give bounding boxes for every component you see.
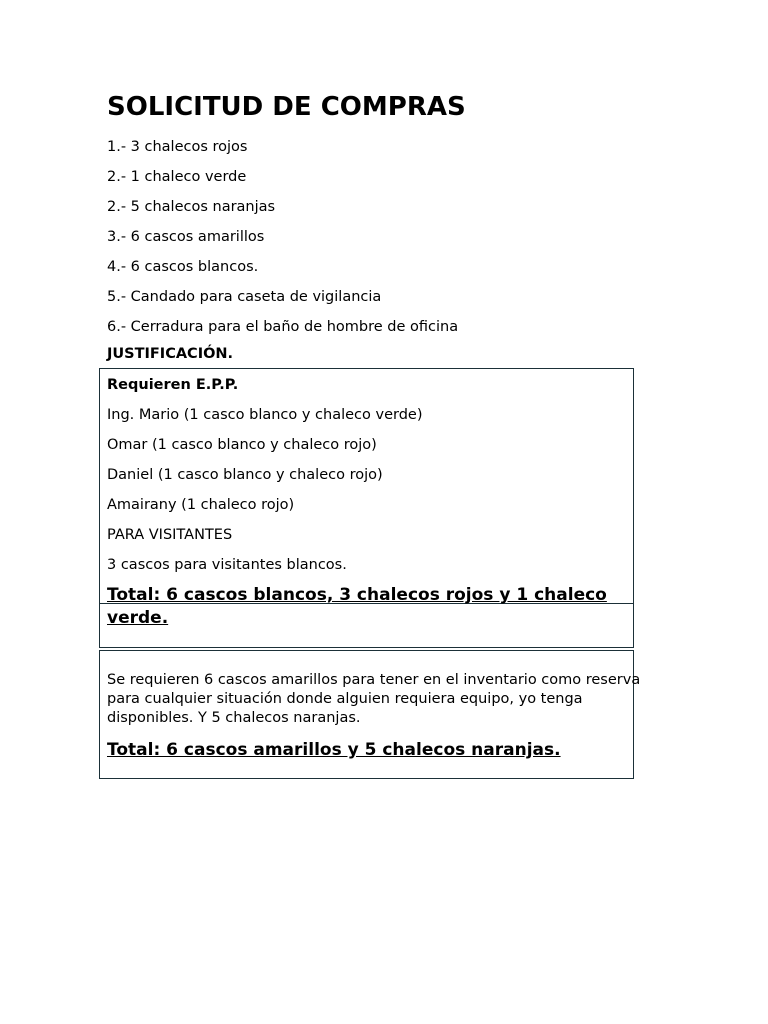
list-item: 3 cascos para visitantes blancos. [107, 557, 347, 573]
reserve-total: Total: 6 cascos amarillos y 5 chalecos naranjas. [107, 740, 561, 760]
list-item: 4.- 6 cascos blancos. [107, 259, 259, 275]
reserve-paragraph: Se requieren 6 cascos amarillos para tener en el inventario como reserva para cualquier situación donde alguien requiera equipo, yo tenga disponibles. Y 5 chalecos naranjas. [107, 672, 641, 726]
list-item: Daniel (1 casco blanco y chaleco rojo) [107, 467, 383, 483]
reserve-justification-box [99, 650, 641, 779]
document-title: SOLICITUD DE COMPRAS [107, 92, 466, 122]
list-item: 6.- Cerradura para el baño de hombre de oficina [107, 319, 459, 335]
epp-requirements-box [99, 368, 634, 648]
epp-total: Total: 6 cascos blancos, 3 chalecos rojos y 1 chaleco verde. [107, 585, 607, 628]
purchase-items-list [107, 137, 458, 347]
list-item: 2.- 1 chaleco verde [107, 169, 247, 185]
list-item: 2.- 5 chalecos naranjas [107, 199, 276, 215]
list-item: Omar (1 casco blanco y chaleco rojo) [107, 437, 377, 453]
list-item: 3.- 6 cascos amarillos [107, 229, 265, 245]
epp-heading: Requieren E.P.P. [107, 377, 239, 393]
list-item: 1.- 3 chalecos rojos [107, 139, 248, 155]
justification-heading: JUSTIFICACIÓN. [107, 346, 234, 362]
list-item: PARA VISITANTES [107, 527, 233, 543]
list-item: Ing. Mario (1 casco blanco y chaleco verde) [107, 407, 423, 423]
list-item: 5.- Candado para caseta de vigilancia [107, 289, 382, 305]
list-item: Amairany (1 chaleco rojo) [107, 497, 295, 513]
